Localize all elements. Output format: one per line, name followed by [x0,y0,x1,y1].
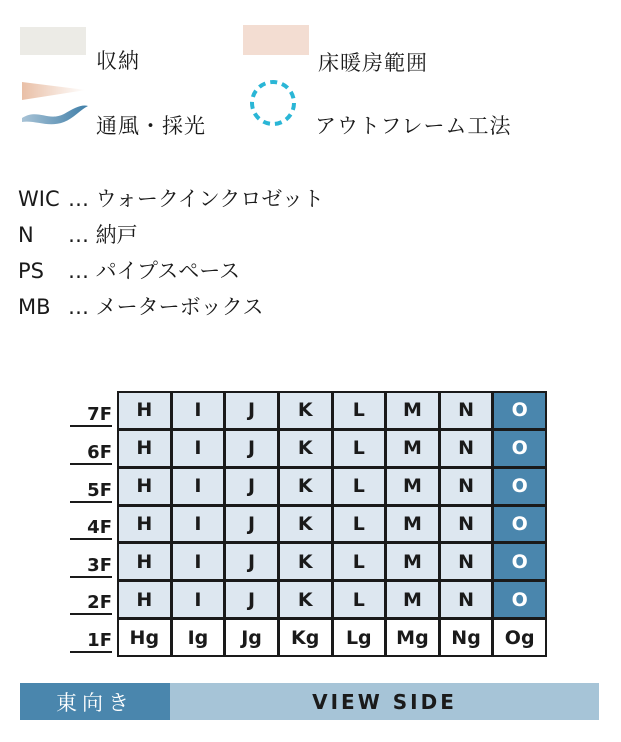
unit-cell[interactable]: J [226,393,277,428]
unit-cell[interactable]: N [441,582,492,617]
unit-cell[interactable]: Hg [119,620,170,655]
floor-label-4f: 4F [70,518,112,540]
unit-cell[interactable]: M [387,431,438,466]
unit-cell[interactable]: O [494,544,545,579]
abbr-desc: … 納戸 [68,223,138,247]
unit-cell[interactable]: J [226,431,277,466]
unit-cell[interactable]: Og [494,620,545,655]
floor-label-3f: 3F [70,556,112,578]
unit-cell[interactable]: J [226,582,277,617]
abbr-row-n [18,219,138,249]
unit-cell[interactable]: Kg [280,620,331,655]
unit-cell[interactable]: O [494,393,545,428]
unit-cell[interactable]: Ig [173,620,224,655]
unit-cell[interactable]: M [387,469,438,504]
unit-cell[interactable]: L [334,469,385,504]
unit-cell[interactable]: L [334,544,385,579]
abbr-code: MB [18,295,51,319]
unit-cell[interactable]: O [494,431,545,466]
unit-cell[interactable]: L [334,582,385,617]
unit-cell[interactable]: L [334,431,385,466]
unit-cell[interactable]: Lg [334,620,385,655]
unit-cell[interactable]: N [441,431,492,466]
unit-cell[interactable]: K [280,507,331,542]
abbr-code: N [18,223,34,247]
unit-cell[interactable]: I [173,431,224,466]
unit-cell[interactable]: J [226,544,277,579]
unit-cell[interactable]: H [119,469,170,504]
unit-grid [117,391,547,657]
unit-cell[interactable]: Ng [441,620,492,655]
unit-cell[interactable]: K [280,544,331,579]
unit-cell[interactable]: N [441,507,492,542]
outframe-icon [248,78,298,128]
floor-label-1f: 1F [70,631,112,653]
unit-cell[interactable]: I [173,544,224,579]
unit-cell[interactable]: Jg [226,620,277,655]
orientation-label: 東向き [20,683,170,720]
floor-label-5f: 5F [70,481,112,503]
unit-cell[interactable]: O [494,469,545,504]
storage-swatch [20,27,86,55]
abbr-row-mb [18,291,263,321]
unit-cell[interactable]: H [119,393,170,428]
unit-cell[interactable]: M [387,544,438,579]
unit-cell[interactable]: L [334,507,385,542]
unit-cell[interactable]: H [119,544,170,579]
unit-cell[interactable]: N [441,469,492,504]
unit-cell[interactable]: N [441,544,492,579]
unit-cell[interactable]: J [226,507,277,542]
unit-cell[interactable]: I [173,469,224,504]
unit-cell[interactable]: O [494,582,545,617]
ventilation-icon [20,78,90,130]
unit-cell[interactable]: H [119,431,170,466]
unit-cell[interactable]: H [119,507,170,542]
floor-heating-label: 床暖房範囲 [318,51,428,75]
unit-cell[interactable]: K [280,431,331,466]
unit-cell[interactable]: N [441,393,492,428]
floor-label-6f: 6F [70,443,112,465]
floor-label-7f: 7F [70,405,112,427]
unit-cell[interactable]: K [280,469,331,504]
unit-cell[interactable]: K [280,393,331,428]
unit-cell[interactable]: O [494,507,545,542]
unit-cell[interactable]: I [173,507,224,542]
unit-cell[interactable]: J [226,469,277,504]
unit-cell[interactable]: M [387,507,438,542]
abbr-code: WIC [18,187,60,211]
abbr-code: PS [18,259,44,283]
unit-cell[interactable]: I [173,582,224,617]
unit-cell[interactable]: L [334,393,385,428]
ventilation-label: 通風・採光 [96,114,206,138]
storage-label: 収納 [96,49,140,73]
outframe-label: アウトフレーム工法 [315,114,512,138]
abbr-desc: … メーターボックス [68,295,264,319]
floor-heating-swatch [243,25,309,55]
abbr-row-ps [18,255,240,285]
floor-label-2f: 2F [70,593,112,615]
unit-cell[interactable]: K [280,582,331,617]
unit-cell[interactable]: Mg [387,620,438,655]
unit-cell[interactable]: H [119,582,170,617]
view-side-label: VIEW SIDE [312,689,457,714]
unit-cell[interactable]: I [173,393,224,428]
abbr-desc: … パイプスペース [68,259,241,283]
unit-cell[interactable]: M [387,393,438,428]
abbr-desc: … ウォークインクロゼット [68,187,324,211]
unit-cell[interactable]: M [387,582,438,617]
abbr-row-wic [18,183,324,213]
